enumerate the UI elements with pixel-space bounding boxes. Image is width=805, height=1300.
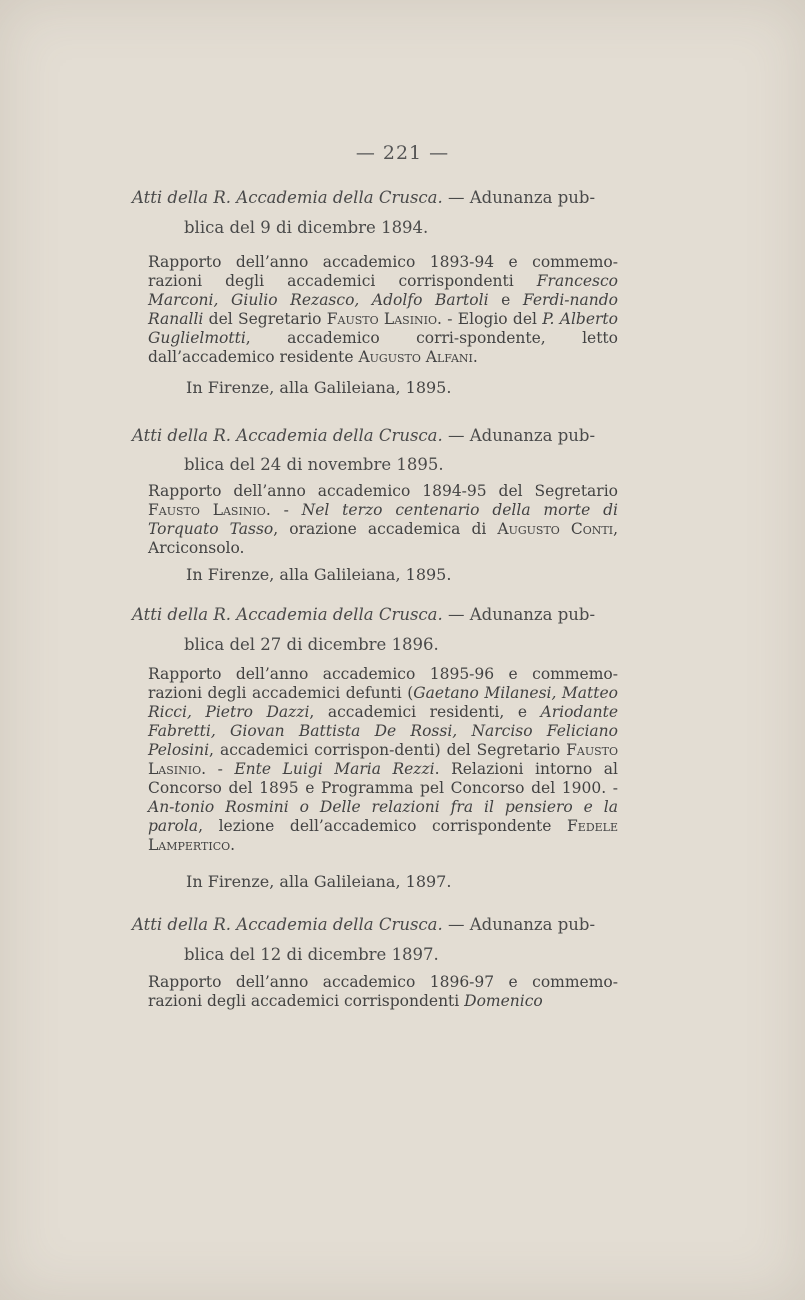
- description-text: , accademici residenti, e: [309, 703, 541, 721]
- entry-date: blica del 9 di dicembre 1894.: [184, 218, 429, 237]
- italic-title-text: Domenico: [464, 992, 543, 1010]
- author-name: Fausto Lasinio: [326, 310, 438, 328]
- entry-description: [148, 253, 618, 367]
- description-text: del Segretario: [203, 310, 327, 328]
- entry-imprint: In Firenze, alla Galileiana, 1897.: [186, 872, 452, 891]
- italic-title-text: Ferdi-nando Ranalli: [148, 291, 618, 328]
- entry-title-rest: — Adunanza pub-: [442, 426, 596, 445]
- entry-title: Atti della R. Accademia della Crusca.: [132, 915, 443, 934]
- description-text: e: [488, 291, 523, 309]
- italic-title-text: Nel terzo centenario della morte di Torquato Tasso: [148, 501, 618, 538]
- entry-title: Atti della R. Accademia della Crusca.: [132, 426, 443, 445]
- author-name: Augusto Conti: [497, 520, 614, 538]
- description-text: . -: [265, 501, 302, 519]
- description-text: .: [472, 348, 478, 366]
- description-text: , Arciconsolo.: [148, 520, 618, 557]
- entry-imprint: In Firenze, alla Galileiana, 1895.: [186, 565, 452, 584]
- italic-title-text: An-tonio Rosmini o Delle relazioni fra il pensiero e la parola: [148, 798, 618, 835]
- italic-title-text: Francesco Marconi, Giulio Rezasco, Adolfo Bartoli: [148, 272, 618, 309]
- entry-description: [148, 973, 618, 1011]
- entry-imprint: In Firenze, alla Galileiana, 1895.: [186, 378, 452, 397]
- author-name: Fedele Lampertico: [148, 817, 618, 854]
- entry-date: blica del 24 di novembre 1895.: [184, 455, 444, 474]
- description-text: . -: [201, 760, 235, 778]
- author-name: Augusto Alfani: [358, 348, 473, 366]
- description-text: Rapporto dell’anno accademico 1893-94 e commemo-razioni degli accademici corrispondenti: [148, 253, 618, 290]
- entry-title-rest: — Adunanza pub-: [442, 915, 596, 934]
- author-name: Fausto Lasinio: [148, 741, 618, 778]
- italic-title-text: P. Alberto Guglielmotti: [148, 310, 618, 347]
- description-text: . Relazioni intorno al Concorso del 1895 e Programma pel Concorso del 1900. -: [148, 760, 618, 797]
- description-text: .: [230, 836, 236, 854]
- description-text: . - Elogio del: [437, 310, 543, 328]
- description-text: , accademici corrispon-denti) del Segretario: [209, 741, 567, 759]
- description-text: , lezione dell’accademico corrispondente: [198, 817, 568, 835]
- entry-title-rest: — Adunanza pub-: [442, 605, 596, 624]
- author-name: Fausto Lasinio: [148, 501, 266, 519]
- page-number: — 221 —: [355, 142, 450, 164]
- entry-title-rest: — Adunanza pub-: [442, 188, 596, 207]
- italic-title-text: Gaetano Milanesi, Matteo Ricci, Pietro Dazzi: [148, 684, 618, 721]
- entry-date: blica del 12 di dicembre 1897.: [184, 945, 439, 964]
- description-text: , orazione accademica di: [273, 520, 498, 538]
- entry-title: Atti della R. Accademia della Crusca.: [132, 188, 443, 207]
- description-text: , accademico corri-spondente, letto dall’accademico residente: [148, 329, 618, 366]
- entry-date: blica del 27 di dicembre 1896.: [184, 635, 439, 654]
- description-text: Rapporto dell’anno accademico 1895-96 e commemo-razioni degli accademici defunti (: [148, 665, 618, 702]
- entry-title: Atti della R. Accademia della Crusca.: [132, 605, 443, 624]
- description-text: Rapporto dell’anno accademico 1894-95 del Segretario: [148, 482, 618, 500]
- description-text: Rapporto dell’anno accademico 1896-97 e commemo-razioni degli accademici corrispondenti: [148, 973, 618, 1010]
- italic-title-text: Ariodante Fabretti, Giovan Battista De Rossi, Narciso Feliciano Pelosini: [148, 703, 618, 759]
- entry-description: [148, 482, 618, 558]
- italic-title-text: Ente Luigi Maria Rezzi: [234, 760, 435, 778]
- entry-description: [148, 665, 618, 855]
